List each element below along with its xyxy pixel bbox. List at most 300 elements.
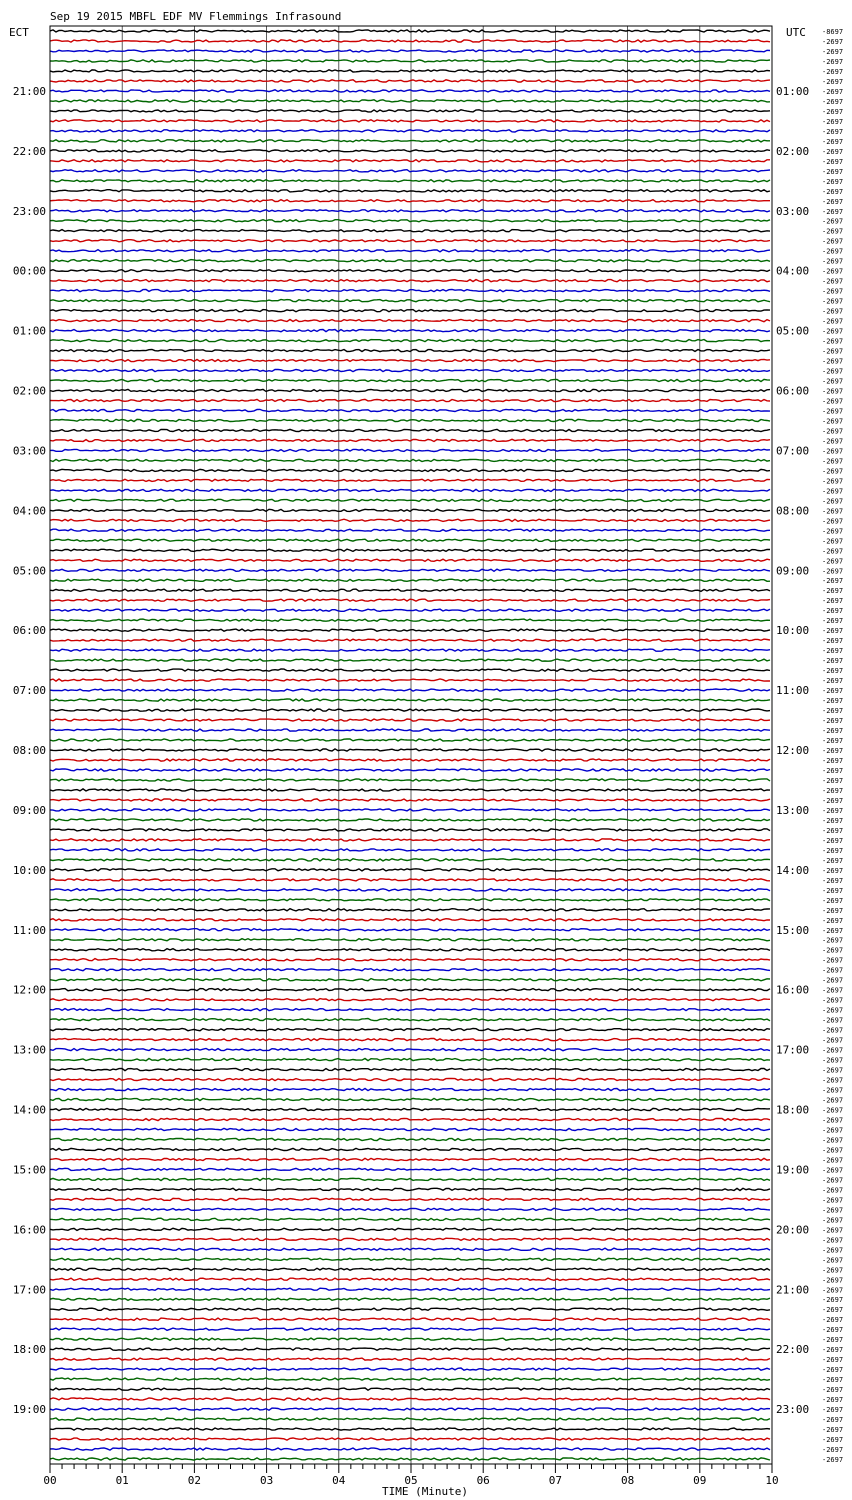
seismic-trace	[50, 1278, 770, 1280]
trace-scale-label: -2697	[822, 397, 844, 406]
seismic-trace	[50, 1198, 770, 1200]
seismic-trace	[50, 1019, 770, 1021]
right-hour-label: 14:00	[776, 863, 810, 877]
trace-scale-label: -2697	[822, 1306, 844, 1315]
seismic-trace	[50, 579, 770, 581]
seismic-trace	[50, 50, 770, 52]
left-hour-label: 14:00	[12, 1103, 46, 1117]
seismic-trace	[50, 1298, 770, 1300]
trace-scale-label: -2697	[822, 717, 844, 726]
trace-scale-label: -2697	[822, 846, 844, 855]
right-hour-labels	[776, 85, 809, 1416]
trace-scale-label: -2697	[822, 237, 844, 246]
seismic-trace	[50, 350, 770, 352]
left-hour-label: 19:00	[12, 1403, 46, 1417]
seismic-trace	[50, 639, 770, 641]
seismic-trace	[50, 479, 770, 481]
left-hour-label: 02:00	[12, 384, 46, 398]
seismic-trace	[50, 1318, 770, 1320]
trace-scale-label: -2697	[822, 667, 844, 676]
trace-scale-label: -2697	[822, 37, 844, 46]
trace-scale-label: -2697	[822, 976, 844, 985]
trace-scale-label: -2697	[822, 886, 844, 895]
trace-scale-label: -2697	[822, 836, 844, 845]
trace-scale-label: -2697	[822, 187, 844, 196]
x-tick-label: 10	[765, 1474, 779, 1487]
trace-scale-label: -2697	[822, 557, 844, 566]
trace-scale-label: -2697	[822, 587, 844, 596]
left-timezone-label: ECT	[9, 26, 29, 39]
trace-scale-label: -2697	[822, 1316, 844, 1325]
trace-scale-label: -2697	[822, 1216, 844, 1225]
seismic-trace	[50, 859, 770, 861]
left-hour-label: 21:00	[12, 84, 46, 98]
seismic-trace	[50, 1128, 770, 1130]
left-hour-label: 08:00	[12, 744, 46, 757]
trace-scale-label: -2697	[822, 657, 844, 666]
seismic-trace	[50, 989, 770, 991]
trace-scale-label: -2697	[822, 347, 844, 356]
left-hour-label: 11:00	[12, 923, 46, 937]
right-hour-label: 01:00	[776, 84, 810, 98]
trace-scale-label: -2697	[822, 1056, 844, 1065]
seismic-trace	[50, 300, 770, 302]
left-hour-label: 15:00	[12, 1163, 46, 1177]
trace-scale-label: -2697	[822, 367, 844, 376]
seismic-trace	[50, 889, 770, 891]
trace-scale-label: -2697	[822, 1166, 844, 1175]
left-hour-label: 06:00	[12, 624, 46, 638]
left-hour-label: 05:00	[12, 564, 46, 578]
trace-scale-label: -2697	[822, 1266, 844, 1275]
seismic-trace	[50, 1358, 770, 1360]
seismic-trace	[50, 200, 770, 202]
seismic-trace	[50, 1408, 770, 1410]
trace-scale-label: -2697	[822, 647, 844, 656]
trace-scale-label: -2697	[822, 896, 844, 905]
seismic-trace	[50, 449, 770, 451]
seismic-trace	[50, 1069, 770, 1071]
seismic-trace	[50, 389, 770, 391]
trace-scale-label: -2697	[822, 1086, 844, 1095]
left-hour-label: 17:00	[12, 1283, 46, 1297]
seismic-trace	[50, 829, 770, 831]
seismic-trace	[50, 1348, 770, 1350]
seismic-trace	[50, 1268, 770, 1270]
trace-scale-label: -2697	[822, 737, 844, 746]
left-hour-label: 13:00	[12, 1043, 46, 1057]
trace-scale-label: -2697	[822, 497, 844, 506]
trace-scale-label: -2697	[822, 996, 844, 1005]
seismic-trace	[50, 320, 770, 322]
seismic-trace	[50, 399, 770, 401]
seismic-trace	[50, 1388, 770, 1390]
seismic-trace	[50, 789, 770, 791]
right-hour-label: 16:00	[776, 983, 810, 997]
trace-scale-label: -2697	[822, 786, 844, 795]
trace-scale-label: -2697	[822, 1416, 844, 1425]
seismic-trace	[50, 519, 770, 521]
seismic-trace	[50, 140, 770, 142]
right-hour-label: 20:00	[776, 1223, 810, 1237]
trace-scale-label: -2697	[822, 437, 844, 446]
trace-scale-label: -2697	[822, 617, 844, 626]
x-tick-label: 06	[476, 1474, 490, 1487]
left-hour-label: 16:00	[12, 1223, 46, 1237]
seismic-trace	[50, 190, 770, 192]
left-hour-label: 18:00	[12, 1343, 46, 1357]
seismic-trace	[50, 1158, 770, 1160]
right-hour-label: 07:00	[776, 444, 810, 458]
trace-scale-label: -2697	[822, 197, 844, 206]
chart-title: Sep 19 2015 MBFL EDF MV Flemmings Infrasound	[50, 10, 342, 23]
trace-scale-label: -2697	[822, 637, 844, 646]
seismic-trace	[50, 609, 770, 611]
seismic-trace	[50, 1368, 770, 1370]
seismic-trace	[50, 260, 770, 262]
trace-scale-label: -2697	[822, 457, 844, 466]
seismic-trace	[50, 1228, 770, 1230]
seismic-trace	[50, 669, 770, 671]
trace-scale-label: -2697	[822, 267, 844, 276]
seismic-trace	[50, 599, 770, 601]
trace-scale-label: -2697	[822, 1126, 844, 1135]
trace-scale-label: -2697	[822, 1366, 844, 1375]
x-axis-label: TIME (Minute)	[381, 1485, 469, 1498]
seismic-trace	[50, 929, 770, 931]
trace-scale-label: -2697	[822, 277, 844, 286]
trace-scale-label: -2697	[822, 67, 844, 76]
seismic-trace	[50, 1009, 770, 1011]
trace-scale-label: -2697	[822, 127, 844, 136]
seismic-trace	[50, 330, 770, 332]
x-tick-label: 04	[332, 1474, 346, 1487]
seismic-trace	[50, 369, 770, 371]
seismic-trace	[50, 1138, 770, 1140]
trace-scale-label: -2697	[822, 916, 844, 925]
x-tick-label: 02	[187, 1474, 202, 1487]
seismic-trace	[50, 619, 770, 621]
trace-scale-label: -2697	[822, 567, 844, 576]
trace-scale-label: -2697	[822, 247, 844, 256]
seismic-trace	[50, 729, 770, 731]
seismic-trace	[50, 1258, 770, 1260]
seismic-trace	[50, 709, 770, 711]
seismic-trace	[50, 899, 770, 901]
x-tick-label: 05	[404, 1474, 418, 1487]
seismic-trace	[50, 150, 770, 152]
right-hour-label: 05:00	[776, 324, 810, 338]
trace-scale-label: -2697	[822, 597, 844, 606]
trace-scale-label: -2697	[822, 1036, 844, 1045]
trace-scale-label: -2697	[822, 507, 844, 516]
seismic-trace	[50, 1248, 770, 1250]
seismic-trace	[50, 439, 770, 441]
trace-scale-label: -2697	[822, 1256, 844, 1265]
trace-scale-label: -2697	[822, 906, 844, 915]
seismic-trace	[50, 919, 770, 921]
right-hour-label: 06:00	[776, 384, 810, 398]
seismic-trace	[50, 359, 770, 361]
seismic-trace	[50, 1398, 770, 1400]
trace-scale-label: -2697	[822, 856, 844, 865]
trace-scale-label: -2697	[822, 307, 844, 316]
seismic-trace	[50, 1238, 770, 1240]
trace-scale-label: -2697	[822, 1406, 844, 1415]
left-hour-label: 03:00	[12, 444, 46, 458]
seismic-trace	[50, 270, 770, 272]
trace-scale-label: -2697	[822, 297, 844, 306]
seismic-trace	[50, 779, 770, 781]
seismic-trace	[50, 1098, 770, 1100]
trace-scale-label: -2697	[822, 377, 844, 386]
trace-scale-label: -2697	[822, 756, 844, 765]
seismic-trace	[50, 30, 770, 32]
seismic-trace	[50, 589, 770, 591]
seismic-trace	[50, 230, 770, 232]
seismic-trace	[50, 340, 770, 342]
right-hour-label: 04:00	[776, 264, 810, 278]
seismic-trace	[50, 979, 770, 981]
seismic-trace	[50, 1338, 770, 1340]
left-hour-label: 01:00	[12, 324, 46, 338]
right-hour-label: 08:00	[776, 504, 810, 518]
trace-scale-label: -2697	[822, 727, 844, 736]
trace-scale-label: -2697	[822, 966, 844, 975]
seismic-trace	[50, 679, 770, 681]
seismic-trace	[50, 1448, 770, 1450]
right-hour-label: 21:00	[776, 1283, 810, 1297]
right-hour-label: 15:00	[776, 923, 810, 937]
seismic-trace	[50, 1328, 770, 1330]
seismic-trace	[50, 180, 770, 182]
right-hour-label: 13:00	[776, 803, 810, 817]
seismic-trace	[50, 1108, 770, 1110]
trace-scale-label: -2697	[822, 117, 844, 126]
trace-scale-label: -2697	[822, 1396, 844, 1405]
trace-scale-label: -2697	[822, 1296, 844, 1305]
seismic-trace	[50, 70, 770, 72]
seismic-trace	[50, 80, 770, 82]
right-hour-label: 22:00	[776, 1343, 810, 1357]
trace-scale-label: -2697	[822, 1186, 844, 1195]
seismic-trace	[50, 429, 770, 431]
left-hour-label: 22:00	[12, 144, 46, 158]
seismic-trace	[50, 909, 770, 911]
trace-scale-label: -2697	[822, 627, 844, 636]
right-hour-label: 18:00	[776, 1103, 810, 1117]
seismic-trace	[50, 1458, 770, 1460]
seismic-trace	[50, 1118, 770, 1120]
seismic-trace	[50, 280, 770, 282]
trace-scale-label: -2697	[822, 876, 844, 885]
trace-scale-label: -2697	[822, 1346, 844, 1355]
seismic-trace	[50, 739, 770, 741]
seismic-trace	[50, 40, 770, 42]
seismic-trace	[50, 719, 770, 721]
seismic-trace	[50, 130, 770, 132]
seismic-trace	[50, 529, 770, 531]
x-tick-label: 01	[115, 1474, 129, 1487]
trace-scale-label: -2697	[822, 287, 844, 296]
seismic-trace	[50, 629, 770, 631]
seismic-trace	[50, 999, 770, 1001]
seismic-trace	[50, 649, 770, 651]
trace-scale-label: -2697	[822, 1356, 844, 1365]
seismic-trace	[50, 419, 770, 421]
seismic-trace	[50, 1148, 770, 1150]
left-hour-label: 23:00	[12, 204, 46, 218]
seismic-trace	[50, 90, 770, 92]
trace-scale-label: -2697	[822, 1276, 844, 1285]
seismic-trace	[50, 819, 770, 821]
trace-scale-label: -2697	[822, 707, 844, 716]
trace-scale-label: -2697	[822, 956, 844, 965]
trace-scale-label: -2697	[822, 407, 844, 416]
seismic-trace	[50, 799, 770, 801]
right-hour-label: 02:00	[776, 144, 810, 158]
seismic-trace	[50, 1218, 770, 1220]
trace-scale-label: -8697	[822, 28, 844, 36]
seismic-trace	[50, 60, 770, 62]
trace-scale-label: -2697	[822, 816, 844, 825]
seismic-trace	[50, 689, 770, 691]
trace-scale-label: -2697	[822, 1016, 844, 1025]
seismic-trace	[50, 1178, 770, 1180]
left-hour-label: 12:00	[12, 983, 46, 997]
seismic-trace	[50, 459, 770, 461]
seismic-trace	[50, 290, 770, 292]
trace-scale-label: -2697	[822, 946, 844, 955]
trace-scale-labels	[822, 28, 843, 1464]
seismic-trace	[50, 969, 770, 971]
trace-scale-label: -2697	[822, 517, 844, 526]
left-hour-label: 09:00	[12, 803, 46, 817]
seismic-trace	[50, 310, 770, 312]
right-hour-label: 03:00	[776, 204, 810, 218]
trace-scale-label: -2697	[822, 1446, 844, 1455]
right-hour-label: 12:00	[776, 744, 810, 757]
seismic-trace	[50, 509, 770, 511]
trace-scale-label: -2697	[822, 776, 844, 785]
seismic-trace	[50, 949, 770, 951]
trace-scale-label: -2697	[822, 986, 844, 995]
seismic-trace	[50, 220, 770, 222]
trace-scale-label: -2697	[822, 1096, 844, 1105]
seismic-trace	[50, 170, 770, 172]
trace-scale-label: -2697	[822, 547, 844, 556]
seismic-trace	[50, 869, 770, 871]
trace-scale-label: -2697	[822, 1196, 844, 1205]
seismic-trace	[50, 849, 770, 851]
seismic-trace	[50, 1049, 770, 1051]
seismic-trace	[50, 379, 770, 381]
trace-scale-label: -2697	[822, 57, 844, 66]
right-hour-label: 09:00	[776, 564, 810, 578]
trace-scale-label: -2697	[822, 926, 844, 935]
trace-scale-label: -2697	[822, 97, 844, 106]
trace-scale-label: -2697	[822, 1006, 844, 1015]
seismic-trace	[50, 1308, 770, 1310]
trace-scale-label: -2697	[822, 87, 844, 96]
right-hour-label: 10:00	[776, 624, 810, 638]
trace-scale-label: -2697	[822, 387, 844, 396]
trace-scale-label: -2697	[822, 167, 844, 176]
trace-scale-label: -2697	[822, 1376, 844, 1385]
trace-scale-label: -2697	[822, 1436, 844, 1445]
seismic-trace	[50, 469, 770, 471]
seismic-trace	[50, 499, 770, 501]
left-hour-label: 04:00	[12, 504, 46, 518]
trace-scale-label: -2697	[822, 1236, 844, 1245]
seismic-trace	[50, 1418, 770, 1420]
trace-scale-label: -2697	[822, 1066, 844, 1075]
trace-scale-label: -2697	[822, 687, 844, 696]
seismic-trace	[50, 1288, 770, 1290]
trace-scale-label: -2697	[822, 766, 844, 775]
trace-scale-label: -2697	[822, 796, 844, 805]
left-hour-label: 10:00	[12, 863, 46, 877]
trace-scale-label: -2697	[822, 1226, 844, 1235]
x-tick-label: 08	[620, 1474, 635, 1487]
x-tick-label: 00	[43, 1474, 57, 1487]
seismic-trace	[50, 1188, 770, 1190]
seismic-trace	[50, 769, 770, 771]
seismic-trace	[50, 839, 770, 841]
trace-scale-label: -2697	[822, 1326, 844, 1335]
trace-scale-label: -2697	[822, 537, 844, 546]
seismic-trace	[50, 100, 770, 102]
seismic-trace	[50, 569, 770, 571]
trace-scale-label: -2697	[822, 936, 844, 945]
seismic-trace	[50, 1168, 770, 1170]
seismic-trace	[50, 939, 770, 941]
trace-scale-label: -2697	[822, 1456, 844, 1465]
right-hour-label: 19:00	[776, 1163, 810, 1177]
trace-scale-label: -2697	[822, 1386, 844, 1395]
trace-scale-label: -2697	[822, 477, 844, 486]
trace-scale-label: -2697	[822, 467, 844, 476]
seismic-trace	[50, 1029, 770, 1031]
trace-scale-label: -2697	[822, 1156, 844, 1165]
trace-scale-label: -2697	[822, 697, 844, 706]
seismic-trace	[50, 1088, 770, 1090]
trace-scale-label: -2697	[822, 1426, 844, 1435]
trace-scale-label: -2697	[822, 137, 844, 146]
seismic-trace	[50, 749, 770, 751]
seismic-trace	[50, 240, 770, 242]
x-tick-label: 03	[259, 1474, 274, 1487]
left-hour-labels	[13, 85, 46, 1416]
trace-scale-label: -2697	[822, 1136, 844, 1145]
seismic-trace	[50, 409, 770, 411]
trace-scale-label: -2697	[822, 677, 844, 686]
trace-scale-label: -2697	[822, 1206, 844, 1215]
x-tick-label: 07	[548, 1474, 563, 1487]
trace-scale-label: -2697	[822, 577, 844, 586]
seismic-trace	[50, 250, 770, 252]
trace-scale-label: -2697	[822, 257, 844, 266]
trace-scale-label: -2697	[822, 447, 844, 456]
trace-scale-label: -2697	[822, 607, 844, 616]
seismic-trace	[50, 1428, 770, 1430]
seismic-trace	[50, 1438, 770, 1440]
seismic-trace	[50, 1078, 770, 1080]
seismic-trace	[50, 959, 770, 961]
trace-scale-label: -2697	[822, 527, 844, 536]
trace-scale-label: -2697	[822, 357, 844, 366]
seismic-trace	[50, 110, 770, 112]
